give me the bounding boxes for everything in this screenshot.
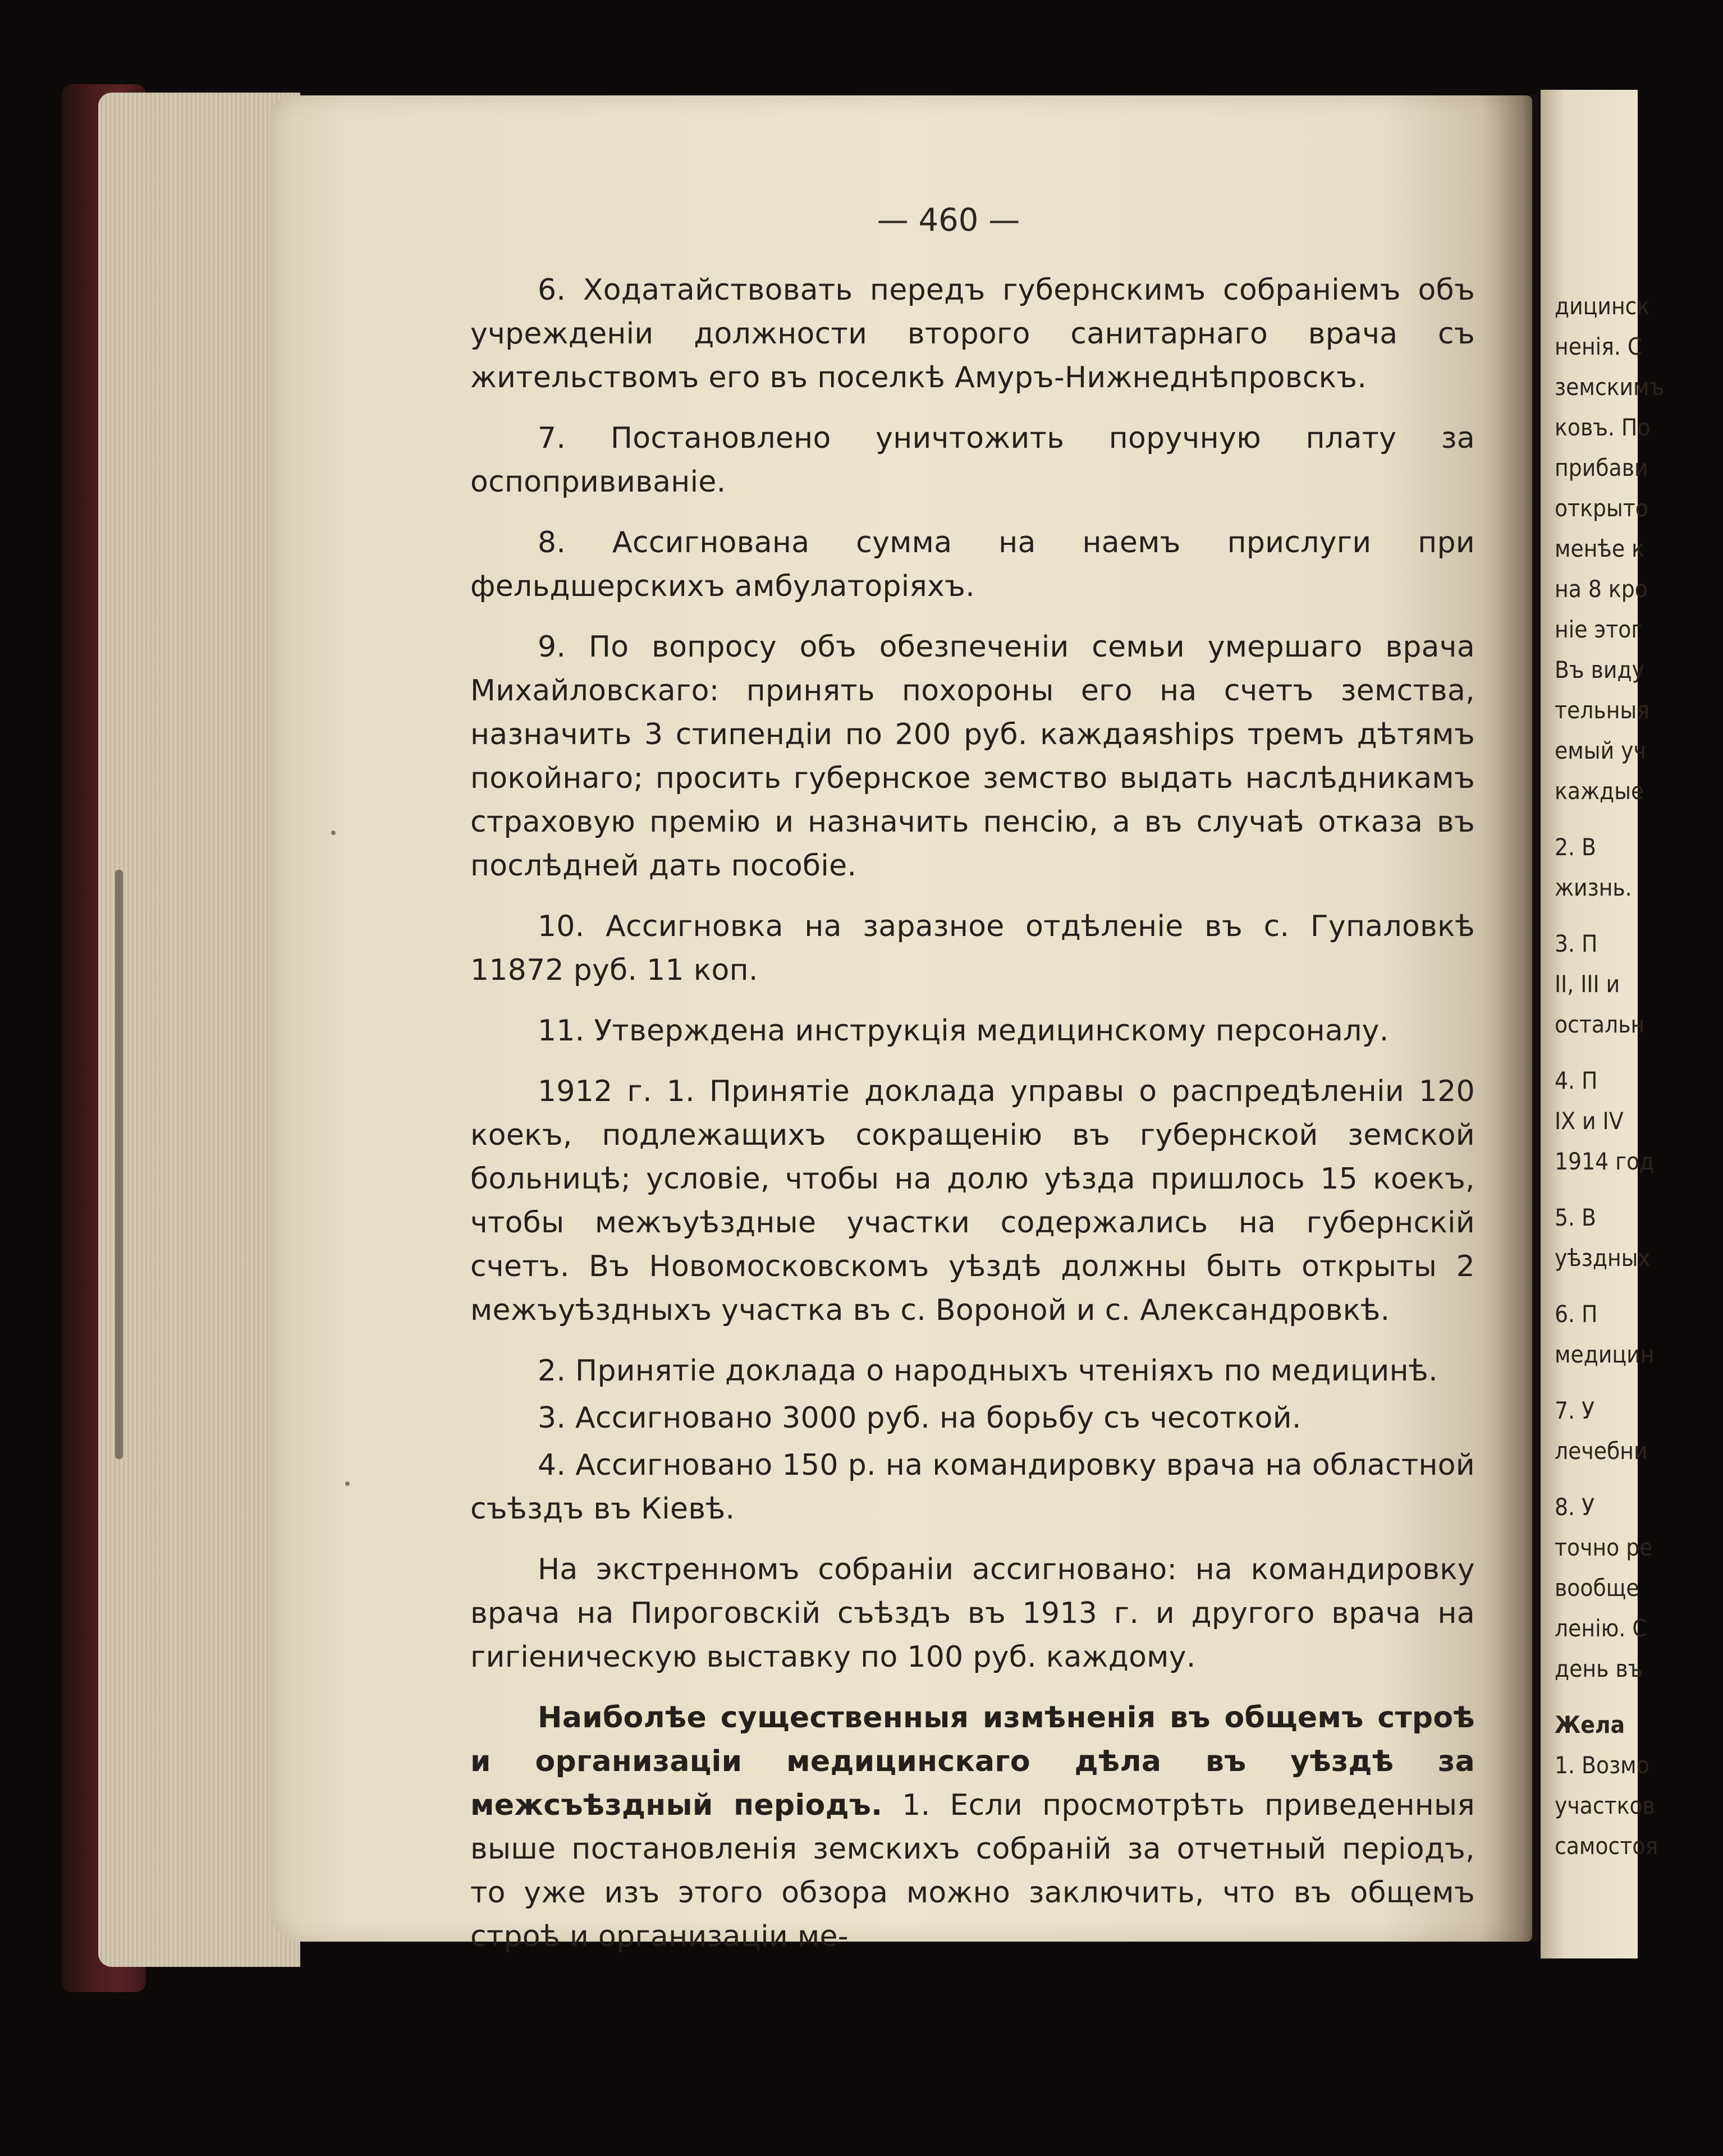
right-fragment: лечебни xyxy=(1555,1437,1648,1465)
gutter-shadow xyxy=(1482,95,1549,1942)
right-fragment: Въ виду xyxy=(1555,656,1644,684)
paragraph: На экстренномъ собраніи ассигновано: на командировку врача на Пироговскій съѣздъ въ 1913 г. и другого врача на гигіеническую выставку по 100 руб. каждому. xyxy=(470,1553,1475,1674)
right-fragment: IX и IV xyxy=(1555,1107,1624,1135)
paragraph: 9. По вопросу объ обезпеченіи семьи умершаго врача Михайловскаго: принять похороны его на счетъ земства, назначить 3 стипендіи по 200 руб. каждаяships тремъ дѣтямъ покойнаго; просить губернское земство выдать наслѣдникамъ страховую премію и назначить пенсію, а въ случаѣ отказа въ послѣдней дать пособіе. xyxy=(470,630,1475,883)
paragraph: 2. Принятіе доклада о народныхъ чтеніяхъ по медицинѣ. xyxy=(538,1354,1438,1388)
margin-ink-mark xyxy=(115,870,123,1459)
right-fragment: ленію. С xyxy=(1555,1614,1647,1642)
right-fragment: жизнь. xyxy=(1555,874,1632,901)
section-paragraph xyxy=(470,1696,1475,1958)
right-fragment: 2. В xyxy=(1555,833,1596,861)
right-fragment: самостоя xyxy=(1555,1832,1658,1860)
right-fragment: ніе этог xyxy=(1555,616,1643,643)
right-fragment: 1. Возмо xyxy=(1555,1751,1649,1779)
right-fragment: земскимъ xyxy=(1555,373,1665,401)
right-fragment: 6. П xyxy=(1555,1300,1598,1328)
right-fragment: 1914 год xyxy=(1555,1148,1655,1175)
right-fragment: медицин xyxy=(1555,1341,1655,1368)
margin-dot xyxy=(345,1481,350,1486)
right-page-text xyxy=(1555,286,1723,1866)
right-fragment: менѣе к xyxy=(1555,535,1644,562)
paragraph: 4. Ассигновано 150 р. на командировку врача на областной съѣздъ въ Кіевѣ. xyxy=(470,1448,1475,1526)
right-fragment: вообще xyxy=(1555,1574,1639,1602)
paragraph: 8. Ассигнована сумма на наемъ прислуги при фельдшерскихъ амбулаторіяхъ. xyxy=(470,526,1475,603)
section-text: 1. Если просмотрѣть приведенныя выше постановленія земскихъ собраній за отчетный періодъ, то уже изъ этого обзора можно заключить, что въ общемъ строѣ и организаціи ме- xyxy=(470,1788,1475,1953)
right-fragment: точно ре xyxy=(1555,1534,1653,1561)
right-fragment: прибави xyxy=(1555,454,1648,481)
right-fragment: день въ xyxy=(1555,1655,1643,1682)
right-fragment: уѣздных xyxy=(1555,1244,1651,1272)
right-fragment: 4. П xyxy=(1555,1067,1598,1094)
right-fragment: каждые xyxy=(1555,777,1644,805)
right-fragment: тельныя xyxy=(1555,696,1649,724)
right-fragment: на 8 кро xyxy=(1555,575,1648,603)
paragraph: 7. Постановлено уничтожить поручную плату за оспопрививаніе. xyxy=(470,421,1475,499)
right-fragment: 7. У xyxy=(1555,1397,1595,1424)
right-fragment: Жела xyxy=(1555,1711,1625,1738)
page-number: — 460 — xyxy=(877,202,1020,238)
margin-dot xyxy=(331,831,336,835)
right-fragment: 8. У xyxy=(1555,1493,1595,1521)
right-fragment: остальн xyxy=(1555,1011,1645,1038)
right-fragment: 3. П xyxy=(1555,930,1598,957)
right-fragment: ковъ. По xyxy=(1555,414,1651,441)
paragraph: 1912 г. 1. Принятіе доклада управы о распредѣленіи 120 коекъ, подлежащихъ сокращенію въ губернской земской больницѣ; условіе, чтобы на долю уѣзда пришлось 15 коекъ, чтобы межъуѣздные участки содержались на губернскій счетъ. Въ Новомосковскомъ уѣздѣ должны быть открыты 2 межъуѣздныхъ участка въ с. Вороной и с. Александровкѣ. xyxy=(470,1075,1475,1327)
right-fragment: 5. В xyxy=(1555,1204,1596,1231)
section-heading: Наиболѣе существенныя измѣненія въ общемъ строѣ и организаціи медицинскаго дѣла въ уѣздѣ за межсъѣздный періодъ. xyxy=(470,1701,1475,1822)
paragraph: 3. Ассигновано 3000 руб. на борьбу съ чесоткой. xyxy=(538,1401,1302,1435)
right-fragment: дицинск xyxy=(1555,292,1650,320)
right-fragment: ненія. С xyxy=(1555,333,1643,360)
right-fragment: емый уч xyxy=(1555,737,1646,764)
right-fragment: открыто xyxy=(1555,494,1648,522)
paragraph: 6. Ходатайствовать передъ губернскимъ собраніемъ объ учрежденіи должности второго санитарнаго врача съ жительствомъ его въ поселкѣ Амуръ-Нижнеднѣпровскъ. xyxy=(470,273,1475,394)
paragraph: 11. Утверждена инструкція медицинскому персоналу. xyxy=(538,1014,1389,1048)
main-text xyxy=(470,268,1475,1962)
paragraph: 10. Ассигновка на заразное отдѣленіе въ с. Гупаловкѣ 11872 руб. 11 коп. xyxy=(470,910,1475,987)
right-fragment: участков xyxy=(1555,1792,1655,1819)
right-fragment: II, III и xyxy=(1555,970,1620,998)
